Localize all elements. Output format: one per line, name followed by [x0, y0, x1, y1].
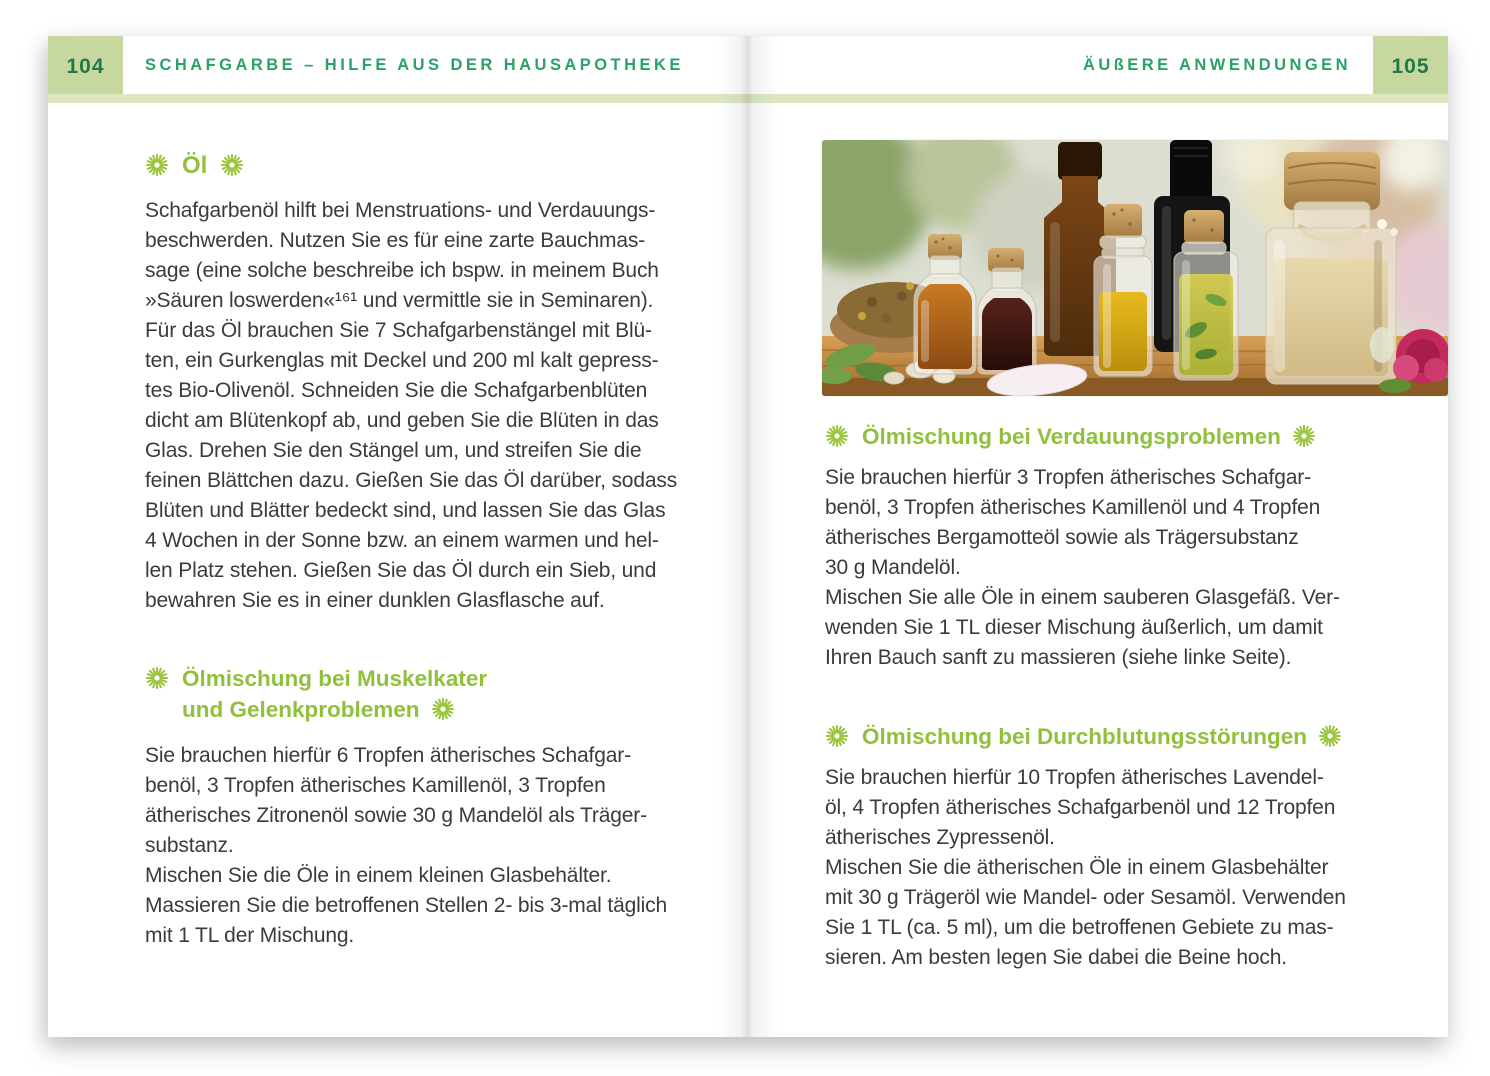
text-line: mit 1 TL der Mischung. — [145, 924, 355, 947]
text-line: feinen Blättchen dazu. Gießen Sie das Öl darüber, sodass — [145, 469, 678, 492]
text-line: ätherisches Zypressenöl. — [825, 826, 1055, 849]
text-line: beschwerden. Nutzen Sie es für eine zarte Bauchmas- — [145, 229, 646, 252]
flower-icon — [145, 153, 169, 177]
book-spine-shadow — [716, 36, 780, 1037]
text-line: Sie 1 TL (ca. 5 ml), um die betroffenen Gebiete zu mas- — [825, 916, 1334, 939]
left-header-title: SCHAFGARBE – HILFE AUS DER HAUSAPOTHEKE — [145, 55, 684, 74]
text-line: sieren. Am besten legen Sie dabei die Beine hoch. — [825, 946, 1287, 969]
left-page-number: 104 — [48, 36, 123, 103]
text-line: Für das Öl brauchen Sie 7 Schafgarbenstängel mit Blü- — [145, 319, 652, 342]
paragraph-durchblutung — [825, 763, 1346, 973]
flower-icon — [825, 424, 849, 448]
text-line: Sie brauchen hierfür 3 Tropfen ätherisches Schafgar- — [825, 466, 1311, 489]
flower-icon — [220, 153, 244, 177]
text-line: 4 Wochen in der Sonne bzw. an einem warmen und hel- — [145, 529, 659, 552]
oil-bottles-illustration — [822, 140, 1448, 396]
book-spread — [48, 36, 1448, 1037]
text-line: Massieren Sie die betroffenen Stellen 2- bis 3-mal täglich — [145, 894, 668, 917]
text-line: Mischen Sie die Öle in einem kleinen Glasbehälter. — [145, 864, 612, 887]
text-line: Mischen Sie alle Öle in einem sauberen Glasgefäß. Ver- — [825, 586, 1340, 609]
text-line: Schafgarbenöl hilft bei Menstruations- und Verdauungs- — [145, 199, 656, 222]
section-heading-oel — [145, 150, 244, 181]
text-line: sage (eine solche beschreibe ich bspw. in meinem Buch — [145, 259, 659, 282]
flower-icon — [1318, 724, 1342, 748]
flower-icon — [431, 697, 455, 721]
text-line: bewahren Sie es in einer dunklen Glasflasche auf. — [145, 589, 605, 612]
flower-icon — [145, 666, 169, 690]
text-line: benöl, 3 Tropfen ätherisches Kamillenöl und 4 Tropfen — [825, 496, 1321, 519]
flower-icon — [1292, 424, 1316, 448]
text-line: mit 30 g Trägeröl wie Mandel- oder Sesamöl. Verwenden — [825, 886, 1346, 909]
text-line: Ihren Bauch sanft zu massieren (siehe linke Seite). — [825, 646, 1292, 669]
text-line: len Platz stehen. Gießen Sie das Öl durch ein Sieb, und — [145, 559, 657, 582]
text-line: Blüten und Blätter bedeckt sind, und lassen Sie das Glas — [145, 499, 666, 522]
text-line: wenden Sie 1 TL dieser Mischung äußerlich, um damit — [825, 616, 1323, 639]
text-line: öl, 4 Tropfen ätherisches Schafgarbenöl und 12 Tropfen — [825, 796, 1336, 819]
text-line: ätherisches Zitronenöl sowie 30 g Mandelöl als Träger- — [145, 804, 647, 827]
section-heading-muskelkater — [145, 663, 487, 725]
oil-bottles-photo — [822, 140, 1448, 396]
section-title: Ölmischung bei Durchblutungsstörungen — [862, 721, 1342, 752]
section-title: Ölmischung bei Verdauungsproblemen — [862, 421, 1316, 452]
text-line: »Säuren loswerden«¹⁶¹ und vermittle sie in Seminaren). — [145, 289, 654, 312]
text-line: ätherisches Bergamotteöl sowie als Trägersubstanz — [825, 526, 1299, 549]
paragraph-oel — [145, 196, 677, 616]
section-heading-durchblutung — [825, 721, 1342, 752]
text-line: Sie brauchen hierfür 10 Tropfen ätherisches Lavendel- — [825, 766, 1324, 789]
text-line: Sie brauchen hierfür 6 Tropfen ätherisches Schafgar- — [145, 744, 631, 767]
paragraph-muskelkater — [145, 741, 667, 951]
paragraph-verdauung — [825, 463, 1340, 673]
text-line: ten, ein Gurkenglas mit Deckel und 200 ml kalt gepress- — [145, 349, 659, 372]
section-heading-verdauung — [825, 421, 1316, 452]
text-line: benöl, 3 Tropfen ätherisches Kamillenöl, 3 Tropfen — [145, 774, 606, 797]
section-title: Öl — [182, 152, 208, 179]
text-line: Mischen Sie die ätherischen Öle in einem Glasbehälter — [825, 856, 1329, 879]
header-rule — [48, 94, 1448, 103]
text-line: 30 g Mandelöl. — [825, 556, 961, 579]
section-title: Ölmischung bei Muskelkater und Gelenkproblemen — [182, 666, 488, 722]
text-line: substanz. — [145, 834, 234, 857]
text-line: Glas. Drehen Sie den Stängel um, und streifen Sie die — [145, 439, 642, 462]
right-header-title: ÄUßERE ANWENDUNGEN — [1082, 55, 1351, 74]
header-bar — [48, 36, 1448, 94]
text-line: dicht am Blütenkopf ab, und geben Sie die Blüten in das — [145, 409, 659, 432]
flower-icon — [825, 724, 849, 748]
text-line: tes Bio-Olivenöl. Schneiden Sie die Schafgarbenblüten — [145, 379, 648, 402]
right-page-number: 105 — [1373, 36, 1448, 103]
